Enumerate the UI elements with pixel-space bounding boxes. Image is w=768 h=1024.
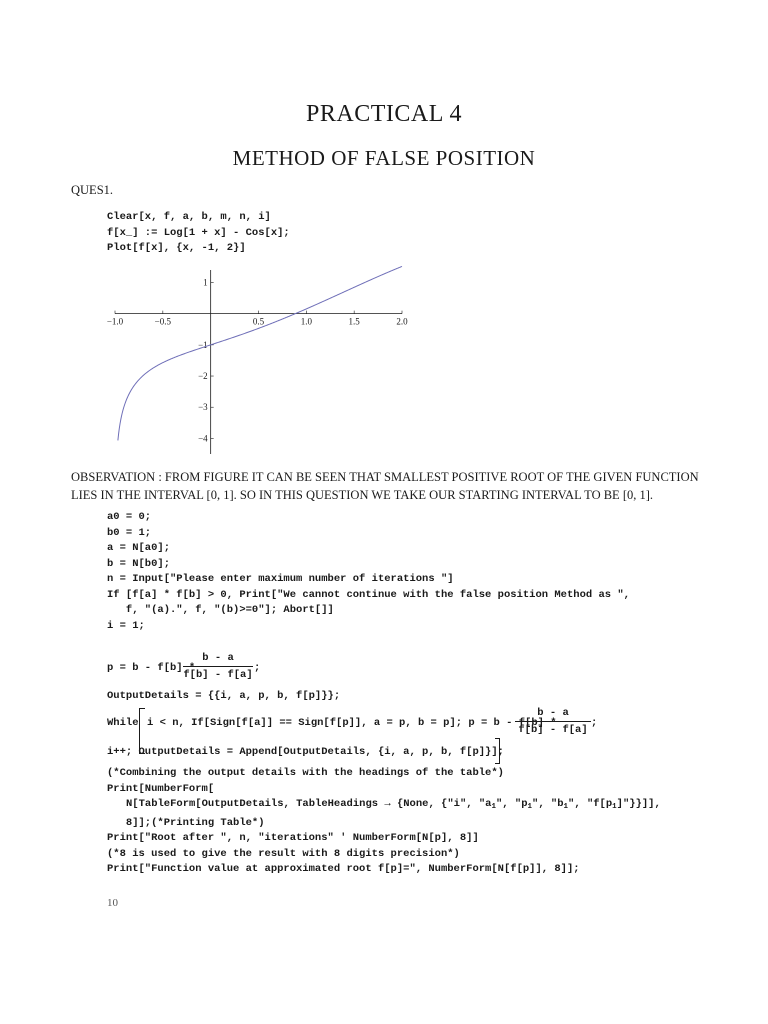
y-tick: [203, 277, 214, 287]
subscript-b: 1: [563, 803, 569, 811]
y-tick-label: −1: [198, 339, 208, 350]
observation-line-2: LIES IN THE INTERVAL [0, 1]. SO IN THIS QUESTION WE TAKE OUR STARTING INTERVAL TO BE [0, 1].: [71, 488, 654, 502]
code-block-setup: [107, 510, 630, 634]
code-line: n = Input["Please enter maximum number of iterations "]: [107, 573, 454, 585]
fraction-bar: [183, 666, 253, 667]
code-line: f[x_] := Log[1 + x] - Cos[x];: [107, 226, 290, 239]
y-tick-label: −4: [198, 433, 208, 444]
code-line: 8]];(*Printing Table*): [107, 816, 265, 829]
p-assign-suffix: ;: [254, 662, 261, 674]
code-line: (*8 is used to give the result with 8 digits precision*): [107, 847, 460, 860]
y-tick-label: 1: [203, 277, 208, 288]
while-line1-suffix: ;: [591, 717, 598, 729]
x-tick: [349, 311, 361, 327]
code-line: Print[NumberForm[: [107, 782, 215, 795]
method-title: METHOD OF FALSE POSITION: [232, 146, 536, 170]
fraction-bar: [515, 721, 591, 722]
x-tick: [301, 311, 313, 327]
page-number: 10: [107, 897, 118, 909]
code-line: b0 = 1;: [107, 526, 152, 539]
tableform-fp: ", "f[p: [568, 798, 613, 810]
code-block-output: [107, 766, 661, 878]
code-line: f, "(a).", f, "(b)>=0"]; Abort[]]: [107, 604, 334, 616]
fraction-denominator: f[b] - f[a]: [518, 724, 588, 736]
x-tick: [253, 311, 265, 327]
while-body: i < n, If[Sign[f[a]] == Sign[f[p]], a = p, b = p]; p = b - f[b] *: [147, 717, 563, 729]
code-line: b = N[b0];: [107, 557, 171, 570]
code-line-tableform: [107, 797, 661, 816]
y-tick: [198, 433, 214, 443]
y-tick-label: −2: [198, 371, 208, 382]
code-line: Clear[x, f, a, b, m, n, i]: [107, 211, 271, 223]
while-fraction: [515, 707, 591, 736]
y-tick-label: −3: [198, 402, 208, 413]
tableform-p: ", "p: [495, 798, 528, 810]
tableform-suffix: ]"}}]],: [616, 798, 661, 810]
code-line: a = N[a0];: [107, 542, 171, 554]
code-line: i = 1;: [107, 619, 145, 632]
y-tick: [198, 402, 214, 412]
fraction-numerator: b - a: [202, 652, 234, 664]
x-tick: [396, 311, 408, 327]
code-line: Print["Function value at approximated root f[p]=", NumberForm[N[f[p]], 8]];: [107, 863, 580, 875]
x-tick: [155, 311, 172, 327]
code-line: Plot[f[x], {x, -1, 2}]: [107, 242, 246, 254]
x-tick-label: 0.5: [252, 316, 265, 327]
page-title: PRACTICAL 4: [306, 101, 462, 127]
subscript-fp: 1: [612, 803, 617, 811]
x-tick: [107, 311, 124, 327]
fraction-denominator: f[b] - f[a]: [183, 669, 253, 681]
question-label: QUES1.: [71, 183, 114, 197]
y-tick-group: [198, 277, 214, 443]
tableform-prefix: N[TableForm[OutputDetails, TableHeadings → {None, {"i", "a: [126, 798, 492, 810]
y-tick: [198, 371, 214, 381]
observation-line-1: OBSERVATION : FROM FIGURE IT CAN BE SEEN THAT SMALLEST POSITIVE ROOT OF THE GIVEN FUNCTION: [71, 470, 699, 484]
fraction-numerator: b - a: [537, 707, 569, 719]
subscript-p: 1: [527, 803, 533, 811]
function-curve: [118, 266, 402, 440]
x-tick-label: 1.0: [300, 316, 312, 327]
code-block-define: [107, 210, 290, 257]
function-plot: [105, 262, 415, 460]
code-line: a0 = 0;: [107, 511, 152, 523]
x-tick-label: −1.0: [106, 316, 124, 327]
x-tick-label: 1.5: [348, 316, 360, 327]
subscript-a: 1: [491, 803, 496, 811]
x-tick-label: −0.5: [154, 316, 171, 327]
x-tick-label: 2.0: [396, 316, 408, 327]
p-assign-fraction: [183, 652, 253, 681]
while-close-bracket: [495, 738, 500, 764]
p-assign-prefix: p = b - f[b] *: [107, 662, 202, 674]
tableform-b: ", "b: [532, 798, 564, 810]
while-keyword: While: [107, 717, 139, 729]
code-line: Print["Root after ", n, "iterations" ' NumberForm[N[p], 8]]: [107, 832, 479, 844]
code-line: (*Combining the output details with the headings of the table*): [107, 767, 504, 779]
code-line: If [f[a] * f[b] > 0, Print["We cannot continue with the false position Method as ",: [107, 588, 630, 601]
x-tick-group: [107, 311, 408, 327]
output-details-line: OutputDetails = {{i, a, p, b, f[p]}};: [107, 690, 341, 702]
while-line-2: i++; OutputDetails = Append[OutputDetails, {i, a, p, b, f[p]}];: [107, 746, 504, 758]
